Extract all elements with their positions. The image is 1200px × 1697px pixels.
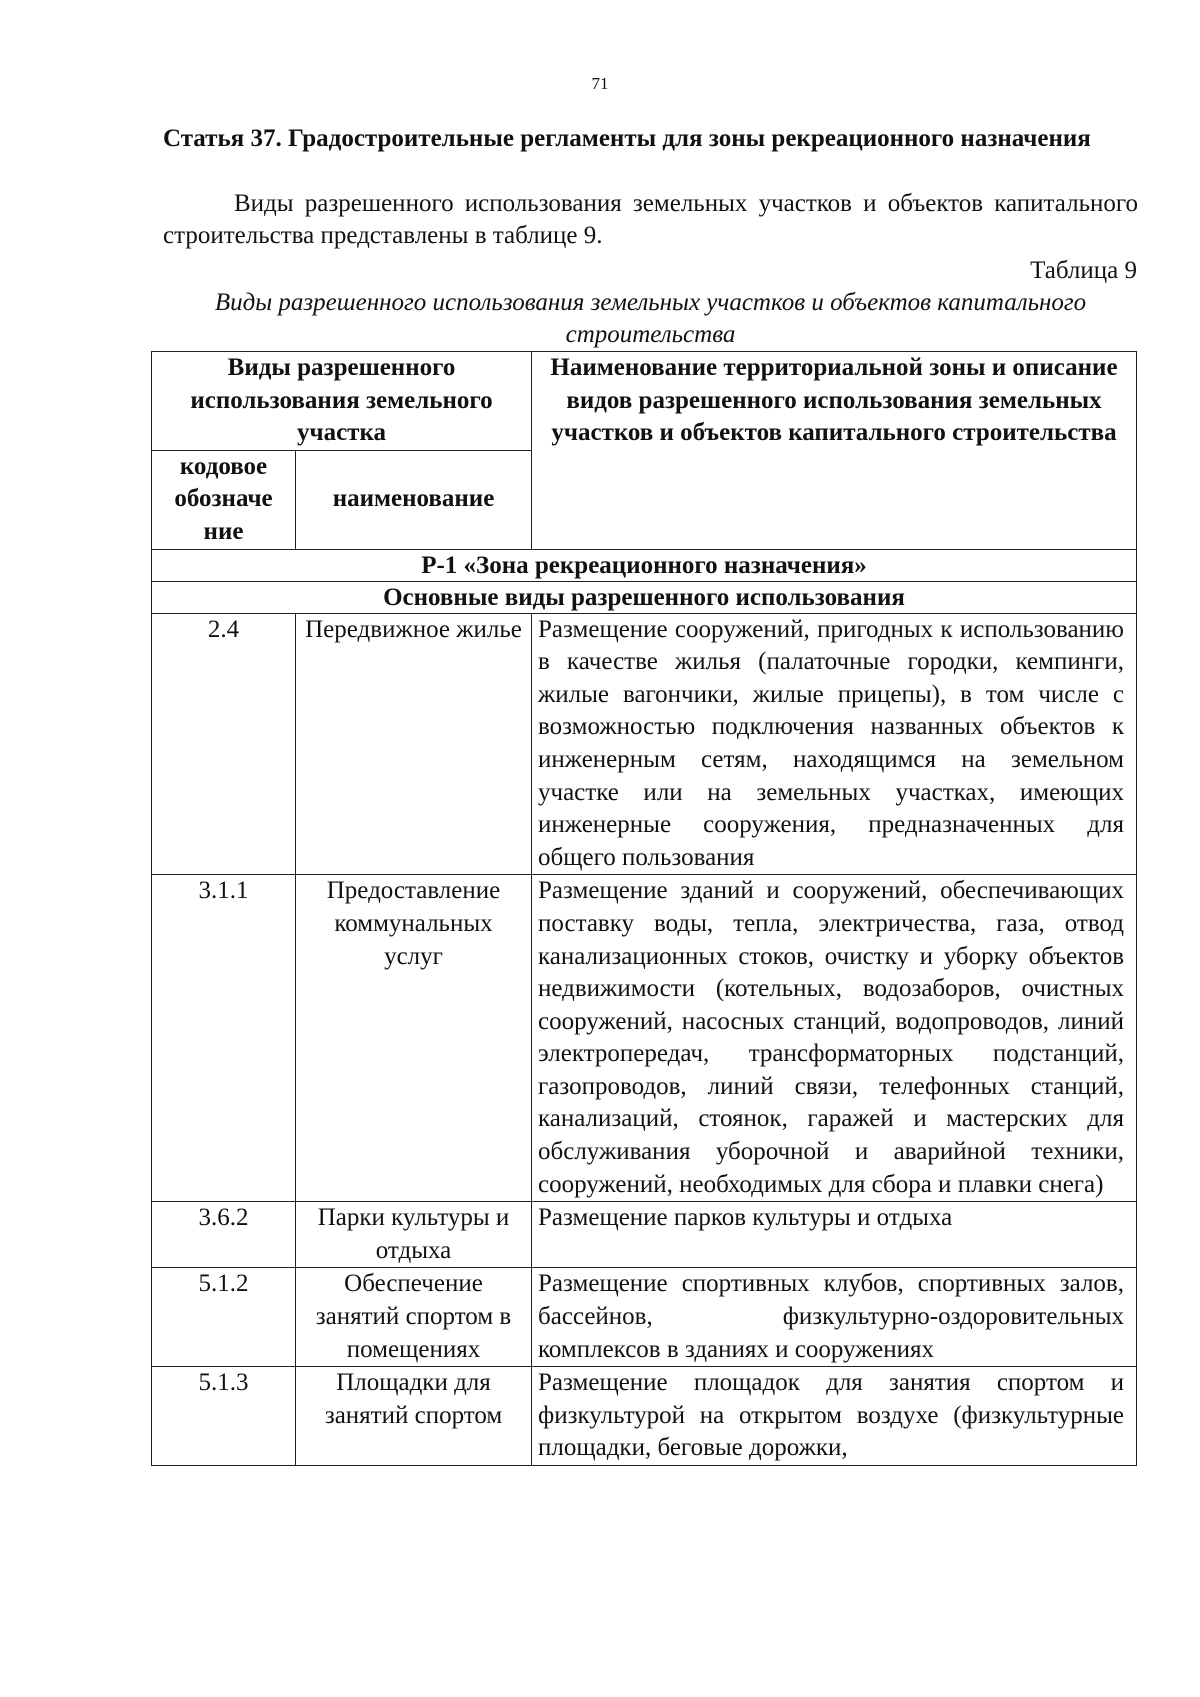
table-row [152,875,1137,1202]
row-description: Размещение зданий и сооружений, обеспечивающих поставку воды, тепла, электричества, газа, отвод канализационных стоков, очистку и уборку объектов недвижимости (котельных, водозаборов, очистных сооружений, насосных станций, водопроводов, линий электропередач, трансформаторных подстанций, газопроводов, линий связи, телефонных станций, канализаций, стоянок, гаражей и мастерских для обслуживания уборочной и аварийной техники, сооружений, необходимых для сбора и плавки снега) [532,875,1137,1202]
row-description: Размещение площадок для занятия спортом и физкультурой на открытом воздухе (физкультурные площадки, беговые дорожки, [532,1367,1137,1466]
table-row [152,1268,1137,1367]
row-description: Размещение спортивных клубов, спортивных залов, бассейнов, физкультурно-оздоровительных комплексов в зданиях и сооружениях [532,1268,1137,1367]
row-name: Парки культуры и отдыха [296,1202,532,1268]
row-name: Передвижное жилье [296,613,532,875]
header-description-cell: Наименование территориальной зоны и описание видов разрешенного использования земельных участков и объектов капитального строительства [532,352,1137,550]
section-row [152,581,1137,613]
row-name: Площадки для занятий спортом [296,1367,532,1466]
row-code: 5.1.2 [152,1268,296,1367]
table-row [152,1202,1137,1268]
land-use-table [151,351,1137,1466]
row-description: Размещение парков культуры и отдыха [532,1202,1137,1268]
header-group-cell: Виды разрешенного использования земельного участка [152,352,532,451]
section-title: Основные виды разрешенного использования [152,581,1137,613]
row-name: Предоставление коммунальных услуг [296,875,532,1202]
header-name-cell: наименование [296,450,532,549]
table-row [152,613,1137,875]
page-number: 71 [591,74,609,93]
table-row [152,1367,1137,1466]
row-name: Обеспечение занятий спортом в помещениях [296,1268,532,1367]
row-code: 3.6.2 [152,1202,296,1268]
table-label: Таблица 9 [1030,257,1137,284]
row-description: Размещение сооружений, пригодных к использованию в качестве жилья (палаточные городки, кемпинги, жилые вагончики, жилые прицепы), в том числе с возможностью подключения названных объектов к инженерным сетям, находящимся на земельном участке или на земельных участках, имеющих инженерные сооружения, предназначенных для общего пользования [532,613,1137,875]
row-code: 3.1.1 [152,875,296,1202]
zone-title: Р-1 «Зона рекреационного назначения» [152,549,1137,581]
row-code: 2.4 [152,613,296,875]
table-caption: Виды разрешенного использования земельных участков и объектов капитального строительства [214,289,1087,348]
header-code-cell: кодовое обозначе ние [152,450,296,549]
intro-paragraph: Виды разрешенного использования земельных участков и объектов капитального строительства представлены в таблице 9. [163,190,1138,249]
zone-row [152,549,1137,581]
article-heading: Статья 37. Градостроительные регламенты для зоны рекреационного назначения [163,125,1091,152]
row-code: 5.1.3 [152,1367,296,1466]
